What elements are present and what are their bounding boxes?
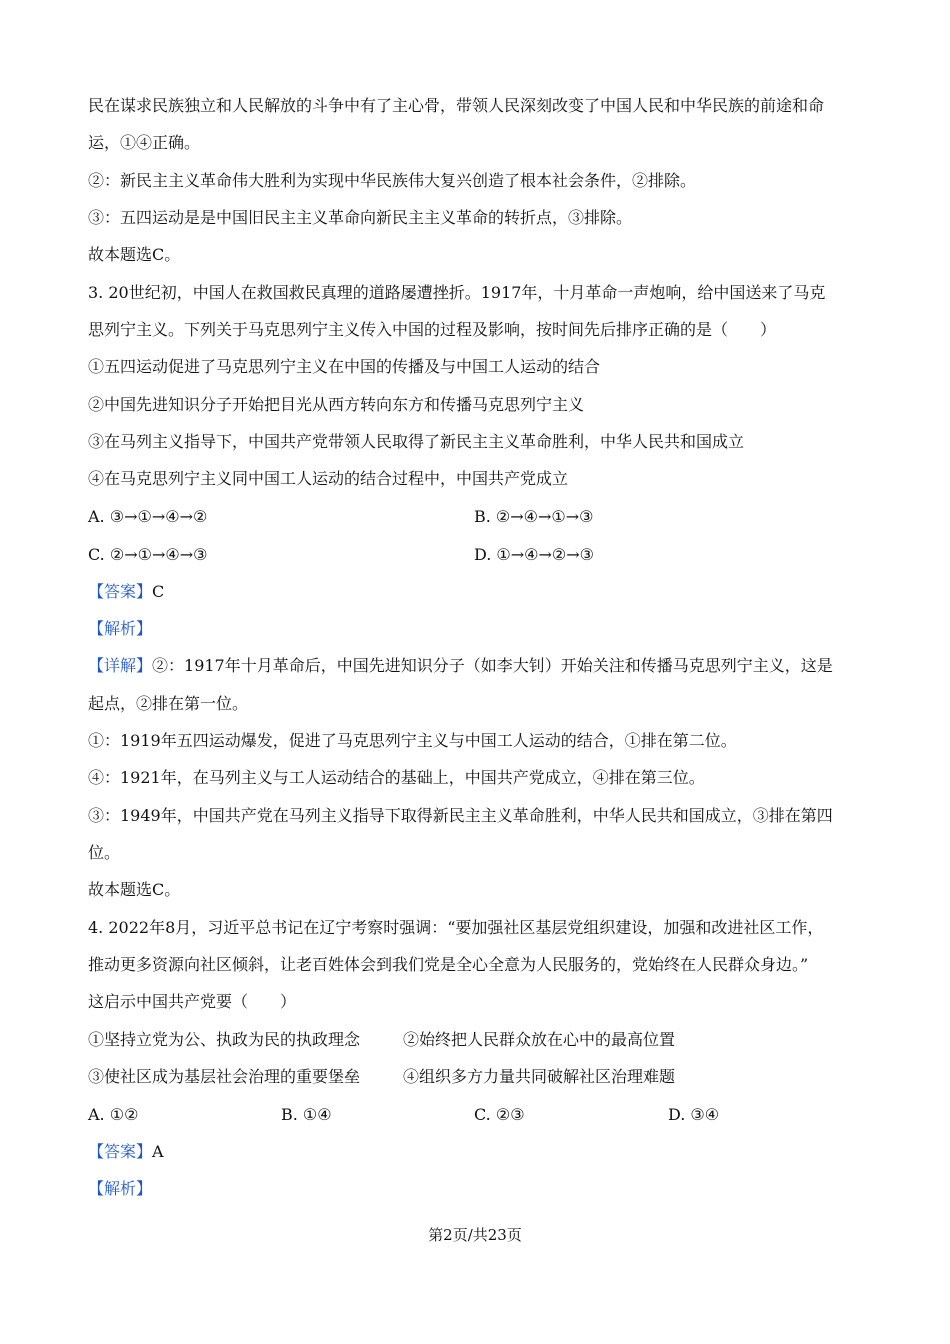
text-line: 民在谋求民族独立和人民解放的斗争中有了主心骨，带领人民深刻改变了中国人民和中华民族的前途和命 <box>88 96 825 115</box>
question-3-item: ④在马克思列宁主义同中国工人运动的结合过程中，中国共产党成立 <box>88 469 569 488</box>
q4-item: ②始终把人民群众放在心中的最高位置 <box>403 1030 676 1049</box>
question-4-stem: 推动更多资源向社区倾斜，让老百姓体会到我们党是全心全意为人民服务的，党始终在人民群众身边。” <box>88 955 809 974</box>
detail-tag: 【详解】 <box>88 656 153 675</box>
q4-item: ④组织多方力量共同破解社区治理难题 <box>403 1067 676 1086</box>
q3-detail-line: ③：1949年，中国共产党在马列主义指导下取得新民主主义革命胜利，中华人民共和国成立，③排在第四 <box>88 806 833 825</box>
q4-answer <box>88 1141 164 1163</box>
question-3-stem: 思列宁主义。下列关于马克思列宁主义传入中国的过程及影响，按时间先后排序正确的是（ ） <box>88 320 777 339</box>
q3-detail-line: 起点，②排在第一位。 <box>88 694 249 713</box>
q4-analysis <box>88 1178 152 1200</box>
question-3-item: ①五四运动促进了马克思列宁主义在中国的传播及与中国工人运动的结合 <box>88 357 601 376</box>
text-line: ③：五四运动是是中国旧民主主义革命向新民主主义革命的转折点，③排除。 <box>88 208 633 227</box>
q4-answer-value: A <box>152 1142 164 1161</box>
q3-option-c: C. ②→①→④→③ <box>88 545 208 564</box>
text-line: ②：新民主主义革命伟大胜利为实现中华民族伟大复兴创造了根本社会条件，②排除。 <box>88 171 697 190</box>
q4-item: ③使社区成为基层社会治理的重要堡垒 <box>88 1067 361 1086</box>
q3-answer-value: C <box>152 582 165 601</box>
answer-tag: 【答案】 <box>88 1142 153 1161</box>
q4-option-d: D. ③④ <box>668 1105 720 1124</box>
q4-item: ①坚持立党为公、执政为民的执政理念 <box>88 1030 361 1049</box>
q3-detail-line: ④：1921年，在马列主义与工人运动结合的基础上，中国共产党成立，④排在第三位。 <box>88 768 705 787</box>
text-line: 运，①④正确。 <box>88 133 201 152</box>
question-3-item: ②中国先进知识分子开始把目光从西方转向东方和传播马克思列宁主义 <box>88 395 585 414</box>
q4-option-a: A. ①② <box>88 1105 139 1124</box>
page-footer: 第2页/共23页 <box>428 1226 522 1244</box>
question-4-stem: 4. 2022年8月，习近平总书记在辽宁考察时强调：“要加强社区基层党组织建设，加强和改进社区工作， <box>88 918 824 937</box>
q3-detail-line: 位。 <box>88 843 121 862</box>
analysis-tag: 【解析】 <box>88 1179 153 1198</box>
q3-analysis <box>88 618 152 640</box>
question-4-stem: 这启示中国共产党要（ ） <box>88 992 297 1011</box>
q3-detail-line: 故本题选C。 <box>88 880 181 899</box>
q3-option-b: B. ②→④→①→③ <box>474 507 594 526</box>
analysis-tag: 【解析】 <box>88 619 153 638</box>
question-3-stem: 3. 20世纪初，中国人在救国救民真理的道路屡遭挫折。1917年，十月革命一声炮响，给中国送来了马克 <box>88 283 826 302</box>
q3-detail: 【详解】②：1917年十月革命后，中国先进知识分子（如李大钊）开始关注和传播马克思列宁主义，这是 <box>88 656 833 675</box>
question-3-item: ③在马列主义指导下，中国共产党带领人民取得了新民主主义革命胜利，中华人民共和国成立 <box>88 432 745 451</box>
q3-detail-line: ①：1919年五四运动爆发，促进了马克思列宁主义与中国工人运动的结合，①排在第二位。 <box>88 731 737 750</box>
answer-tag: 【答案】 <box>88 582 153 601</box>
q3-answer <box>88 581 164 603</box>
q4-option-c: C. ②③ <box>474 1105 525 1124</box>
q3-option-d: D. ①→④→②→③ <box>474 545 595 564</box>
q4-option-b: B. ①④ <box>281 1105 332 1124</box>
q3-option-a: A. ③→①→④→② <box>88 507 208 526</box>
text-line: 故本题选C。 <box>88 245 181 264</box>
